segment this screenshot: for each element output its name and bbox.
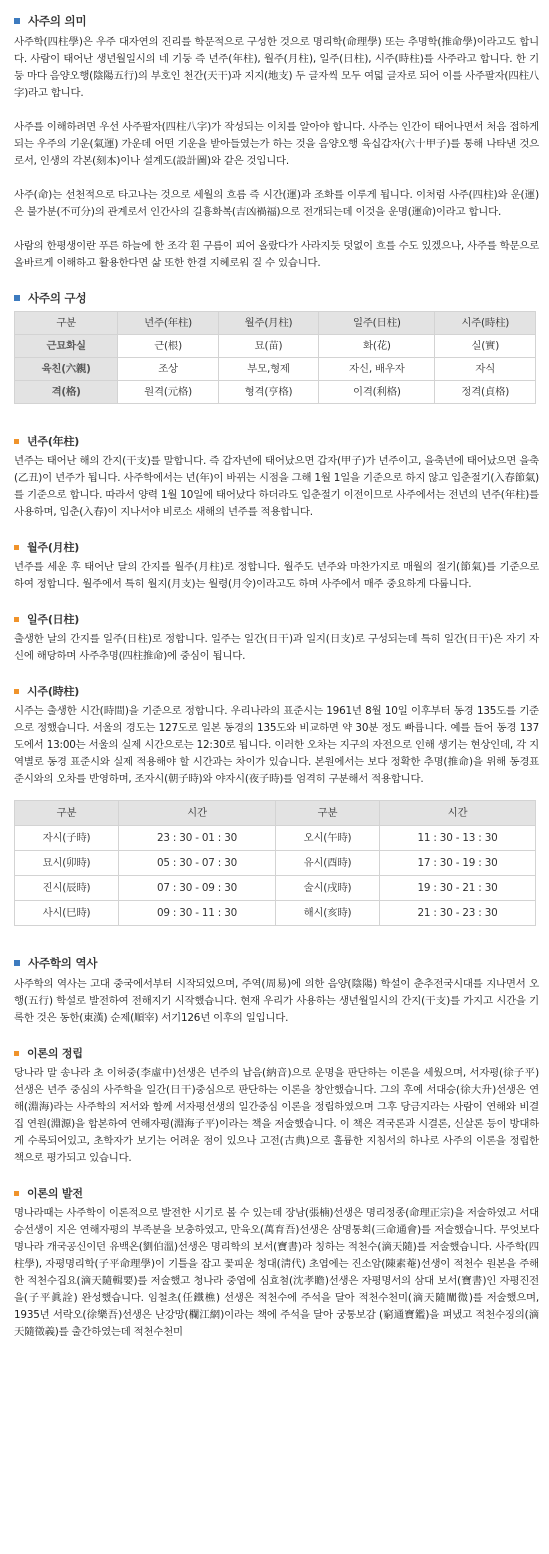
section-heading [14, 12, 539, 30]
table-cell: 해시(亥時) [276, 901, 380, 926]
table-cell: 부모,형제 [218, 358, 318, 381]
subsection-title: 이론의 정립 [27, 1046, 83, 1060]
table-cell: 화(花) [319, 335, 435, 358]
bullet-square-icon [14, 545, 19, 550]
table-header-cell: 구분 [15, 312, 118, 335]
table-row [15, 876, 536, 901]
table-header-cell: 구분 [276, 801, 380, 826]
table-cell: 이격(利格) [319, 381, 435, 404]
table-cell: 자신, 배우자 [319, 358, 435, 381]
bullet-square-icon [14, 439, 19, 444]
table-row [15, 901, 536, 926]
bullet-square-icon [14, 1191, 19, 1196]
paragraph: 시주는 출생한 시간(時間)을 기준으로 정합니다. 우리나라의 표준시는 1961년 8월 10일 이후부터 동경 135도를 기준으로 정했습니다. 서울의 경도는 127도로 일본 동경의 135도와 비교하면 약 30분 정도 빠릅니다. 예를 들어 동경 137도에서 13:00는 서울의 실제 시간으로는 12:30로 됩니다. 이러한 오차는 지구의 자전으로 인해 생기는 현상인데, 각 지역별로 동경 표준시와 실제 적용해야 할 시간과는 차이가 있습니다. 본원에서는 보다 정확한 추명(推命)을 위해 동경표준시와의 오차를 반영하며, 조자시(朝子時)와 야자시(夜子時)를 엄격히 구분해서 적용합니다. [14, 705, 539, 785]
table-row [15, 851, 536, 876]
table-header-cell: 구분 [15, 801, 119, 826]
section-heading [14, 289, 539, 307]
section-history [14, 954, 539, 1027]
table-cell: 형격(亨格) [218, 381, 318, 404]
bullet-square-icon [14, 689, 19, 694]
table-row [15, 826, 536, 851]
subsection-title: 시주(時柱) [27, 684, 80, 698]
paragraph: 출생한 날의 간지를 일주(日柱)로 정합니다. 일주는 일간(日干)과 일지(日支)로 구성되는데 특히 일간(日干)은 자기 자신에 해당하며 사주추명(四柱推命)에 중심이 됩니다. [14, 633, 539, 662]
table-cell: 묘시(卯時) [15, 851, 119, 876]
subsection-title: 일주(日柱) [27, 612, 80, 626]
table-header-cell: 일주(日柱) [319, 312, 435, 335]
table-header-row [15, 801, 536, 826]
subsection-development [14, 1184, 539, 1341]
table-cell: 술시(戌時) [276, 876, 380, 901]
bullet-square-icon [14, 18, 20, 24]
section-title: 사주의 의미 [28, 13, 87, 28]
paragraph: 년주를 세운 후 태어난 달의 간지를 월주(月柱)로 정합니다. 월주도 년주와 마찬가지로 매월의 절기(節氣)를 기준으로 하여 정합니다. 월주에서 특히 월지(月支)는 월령(月令)이라고도 하며 사주에서 매주 중요하게 다룹니다. [14, 561, 539, 590]
table-cell: 근(根) [118, 335, 218, 358]
time-table [14, 800, 536, 926]
paragraph: 사주학의 역사는 고대 중국에서부터 시작되었으며, 주역(周易)에 의한 음양(陰陽) 학설이 춘추전국시대를 지나면서 오행(五行) 학설로 발전하여 전해지기 시작했습니다. 현재 우리가 사용하는 생년월일시의 간지(干支)를 가지고 시간을 기록한 것은 동한(東漢) 순제(順宰) 서기126년 이후의 일입니다. [14, 978, 539, 1024]
table-header-cell: 시간 [119, 801, 276, 826]
row-header-cell: 근묘화실 [15, 335, 118, 358]
section-heading [14, 954, 539, 972]
table-header-cell: 년주(年柱) [118, 312, 218, 335]
subsection-heading [14, 432, 539, 450]
subsection-title: 월주(月柱) [27, 540, 80, 554]
subsection-month [14, 538, 539, 593]
subsection-title: 년주(年柱) [27, 434, 80, 448]
section-title: 사주의 구성 [28, 290, 87, 305]
table-header-cell: 시간 [380, 801, 536, 826]
table-cell: 23 : 30 - 01 : 30 [119, 826, 276, 851]
table-cell: 사시(巳時) [15, 901, 119, 926]
bullet-square-icon [14, 617, 19, 622]
paragraph: 명나라때는 사주학이 이론적으로 발전한 시기로 볼 수 있는데 장남(張楠)선생은 명리정종(命理正宗)을 저술하였고 서대승선생이 지은 연해자평의 부족분을 보충하였고, 만육오(萬育吾)선생은 삼명통회(三命通會)를 저술했습니다. 무엇보다 명나라 개국공신이던 유백온(劉伯溫)선생은 명리학의 보서(寶書)라 칭하는 적천수(滴天隨)를 저술했습니다. 사주학(四柱學), 자평명리학(子平命理學)이 기틀을 잡고 꽃피운 청대(淸代) 초엽에는 진소암(陳素菴)선생이 적천수 원본을 주해한 적천수집요(滴天隨輯要)를 저술했고 청나라 중엽에 심효첨(沈孝瞻)선생은 자평명서의 삼대 보서(寶書)인 자평진전을(子平眞詮) 완성했습니다. 임철초(任鐵樵) 선생은 적천수에 주석을 달아 적천수천미(滴天隨闡微)를 저술했으며, 1935년 서락오(徐樂吾)선생은 난강망(欄江網)이라는 책에 주석을 달아 궁통보감 (窮通寶鑑)을 펴냈고 적천수징의(滴天隨徵義)를 출간하였는데 적천수천미 [14, 1207, 539, 1338]
table-cell: 진시(辰時) [15, 876, 119, 901]
subsection-title: 이론의 발전 [27, 1186, 83, 1200]
table-cell: 07 : 30 - 09 : 30 [119, 876, 276, 901]
paragraph: 사람의 한평생이란 푸른 하늘에 한 조각 흰 구름이 피어 올랐다가 사라지듯 덧없이 흐를 수도 있겠으나, 사주를 학문으로 올바르게 이해하고 활용한다면 삶 또한 한결 지혜로워 질 수 있습니다. [14, 240, 539, 269]
section-structure [14, 289, 539, 404]
table-row [15, 358, 536, 381]
table-cell: 묘(苗) [218, 335, 318, 358]
structure-table [14, 311, 536, 404]
subsection-heading [14, 1044, 539, 1062]
table-cell: 유시(酉時) [276, 851, 380, 876]
table-cell: 05 : 30 - 07 : 30 [119, 851, 276, 876]
section-title: 사주학의 역사 [28, 955, 98, 970]
table-row [15, 335, 536, 358]
table-cell: 원격(元格) [118, 381, 218, 404]
table-cell: 자시(子時) [15, 826, 119, 851]
paragraph: 년주는 태어난 해의 간지(干支)를 말합니다. 즉 갑자년에 태어났으면 갑자(甲子)가 년주이고, 을축년에 태어났으면 을축(乙丑)이 년주가 됩니다. 사주학에서는 년(年)이 바뀌는 시점을 그해 1월 1일을 기준으로 하지 않고 입춘절기(入春節氣)를 기준으로 합니다. 따라서 양력 1월 10일에 태어났다 하더라도 입춘절기 이전이므로 사주에서는 전년의 년주(年柱)를 사용하며, 입춘(入春)이 지나서야 비로소 새해의 년주를 적용합니다. [14, 455, 539, 518]
subsection-theory [14, 1044, 539, 1167]
bullet-square-icon [14, 295, 20, 301]
table-header-row [15, 312, 536, 335]
table-cell: 09 : 30 - 11 : 30 [119, 901, 276, 926]
table-header-cell: 월주(月柱) [218, 312, 318, 335]
subsection-heading [14, 1184, 539, 1202]
table-cell: 19 : 30 - 21 : 30 [380, 876, 536, 901]
table-cell: 오시(午時) [276, 826, 380, 851]
row-header-cell: 육친(六親) [15, 358, 118, 381]
subsection-heading [14, 538, 539, 556]
table-cell: 실(實) [435, 335, 536, 358]
bullet-square-icon [14, 960, 20, 966]
bullet-square-icon [14, 1051, 19, 1056]
row-header-cell: 격(格) [15, 381, 118, 404]
paragraph: 당나라 말 송나라 초 이허중(李虛中)선생은 년주의 납음(納音)으로 운명을 판단하는 이론을 세웠으며, 서자평(徐子平)선생은 년주 중심의 사주학을 일간(日干)중심으로 판단하는 이론을 창안했습니다. 그의 후예 서대승(徐大升)선생은 연해(淵海)라는 사주학의 저서와 함께 서자평선생의 일간중심 이론을 정립하였으며 그후 당금지라는 사람이 연해와 비결집 연원(淵源)을 합본하여 연해자평(淵海子平)이라는 책을 저술했습니다. 이 책은 격국론과 시결론, 신살론 등이 방대하게 수록되어있고, 초학자가 보기는 어려운 점이 있으나 고전(古典)으로 훌륭한 지침서의 하나로 사주의 이론을 정립한 책으로 평가되고 있습니다. [14, 1067, 539, 1164]
subsection-heading [14, 682, 539, 700]
table-row [15, 381, 536, 404]
paragraph: 사주를 이해하려면 우선 사주팔자(四柱八字)가 작성되는 이치를 알아야 합니다. 사주는 인간이 태어나면서 처음 접하게 되는 우주의 기운(氣運) 가운데 어떤 기운을 받아들였는가 하는 것을 음양오행 육십갑자(六十甲子)를 통해 나타낸 것으로서, 인생의 각본(刻本)이나 설계도(設計圖)와 같은 것입니다. [14, 121, 539, 167]
table-cell: 11 : 30 - 13 : 30 [380, 826, 536, 851]
table-cell: 조상 [118, 358, 218, 381]
section-meaning [14, 12, 539, 272]
subsection-day [14, 610, 539, 665]
table-cell: 17 : 30 - 19 : 30 [380, 851, 536, 876]
paragraph: 사주학(四柱學)은 우주 대자연의 진리를 학문적으로 구성한 것으로 명리학(命理學) 또는 추명학(推命學)이라고도 합니다. 사람이 태어난 생년월일시의 네 기둥 즉 년주(年柱), 월주(月柱), 일주(日柱), 시주(時柱)를 사주라고 합니다. 한 기둥 마다 음양오행(陰陽五行)의 부호인 천간(天干)과 지지(地支) 두 글자씩 모두 여덟 글자로 되어 이를 사주팔자(四柱八字)라고 합니다. [14, 36, 539, 99]
table-cell: 자식 [435, 358, 536, 381]
subsection-year [14, 432, 539, 521]
table-cell: 정격(貞格) [435, 381, 536, 404]
table-header-cell: 시주(時柱) [435, 312, 536, 335]
paragraph: 사주(命)는 선천적으로 타고나는 것으로 세월의 흐름 즉 시간(運)과 조화를 이루게 됩니다. 이처럼 사주(四柱)와 운(運)은 불가분(不可分)의 관계로서 인간사의 길흉화복(吉凶禍福)으로 전개되는데 이것을 운명(運命)이라고 합니다. [14, 189, 539, 218]
subsection-heading [14, 610, 539, 628]
table-cell: 21 : 30 - 23 : 30 [380, 901, 536, 926]
subsection-hour [14, 682, 539, 926]
